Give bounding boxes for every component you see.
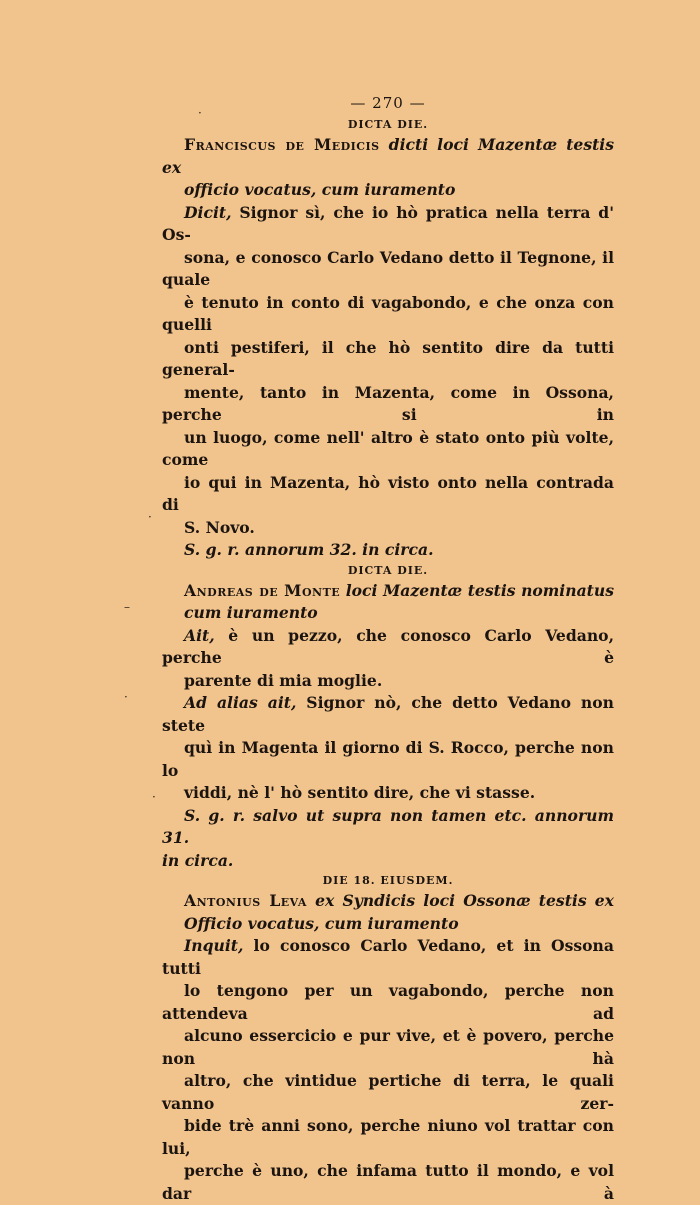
text-line: parente di mia moglie. bbox=[184, 670, 383, 690]
witness-entry bbox=[162, 134, 614, 202]
text-line: S. Novo. bbox=[184, 517, 255, 537]
text-line: quì in Magenta il giorno di S. Rocco, perche non lo bbox=[162, 738, 614, 780]
witness-description: cum iuramento bbox=[184, 603, 318, 622]
section-heading: DIE 18. EIUSDEM. bbox=[322, 874, 454, 887]
testimony-paragraph bbox=[162, 935, 614, 1205]
testimony-lead: Ad alias ait, bbox=[184, 693, 297, 712]
testimony-lead: Inquit, bbox=[184, 936, 244, 955]
page-number: — 270 — bbox=[350, 94, 426, 112]
book-page bbox=[162, 94, 614, 1205]
age-statement bbox=[162, 805, 614, 873]
text-line bbox=[162, 890, 614, 913]
text-line: altro, che vintidue pertiche di terra, le quali vanno zer- bbox=[162, 1071, 614, 1113]
age-statement bbox=[162, 539, 614, 562]
text-line: bide trè anni sono, perche niuno vol trattar con lui, bbox=[162, 1116, 614, 1158]
witness-name: Franciscus de Medicis bbox=[184, 135, 380, 154]
margin-speck: · bbox=[148, 510, 152, 524]
text-line: Ad alias ait, Signor nò, che detto Vedano non stete bbox=[162, 693, 614, 735]
witness-name: Antonius Leva bbox=[184, 891, 307, 910]
text-line: Inquit, lo conosco Carlo Vedano, et in Ossona tutti bbox=[162, 936, 614, 978]
text-line bbox=[162, 179, 614, 202]
text-line bbox=[162, 134, 614, 179]
witness-name: Andreas de Monte bbox=[184, 580, 341, 600]
testimony-lead: Dicit, bbox=[184, 202, 232, 222]
text-line: S. g. r. salvo ut supra non tamen etc. annorum 31. bbox=[162, 805, 614, 847]
witness-entry bbox=[162, 890, 614, 935]
text-line: onti pestiferi, il che hò sentito dire da tutti general- bbox=[162, 337, 614, 379]
text-line: sona, e conosco Carlo Vedano detto il Tegnone, il quale bbox=[162, 247, 614, 289]
section-heading: DICTA DIE. bbox=[347, 563, 429, 577]
text-line bbox=[162, 602, 614, 625]
text-line: un luogo, come nell' altro è stato onto più volte, come bbox=[162, 427, 614, 469]
text-line: Ait, è un pezzo, che conosco Carlo Vedano, perche è bbox=[162, 625, 614, 667]
testimony-lead: Ait, bbox=[184, 625, 215, 645]
testimony-paragraph bbox=[162, 692, 614, 805]
margin-speck: · bbox=[198, 106, 202, 120]
margin-speck: · bbox=[124, 690, 128, 704]
witness-description: Officio vocatus, cum iuramento bbox=[184, 913, 459, 933]
text-line: mente, tanto in Mazenta, come in Ossona, perche si in bbox=[162, 382, 614, 424]
text-line: in circa. bbox=[162, 850, 234, 870]
testimony-paragraph bbox=[162, 625, 614, 693]
text-line: alcuno essercicio e pur vive, et è povero, perche non hà bbox=[162, 1026, 614, 1068]
text-line bbox=[162, 913, 614, 936]
text-line: S. g. r. annorum 32. in circa. bbox=[184, 540, 434, 559]
witness-description: ex Syndicis loci Ossonæ testis ex bbox=[315, 891, 614, 910]
witness-description: officio vocatus, cum iuramento bbox=[184, 180, 456, 199]
text-line: Dicit, Signor sì, che io hò pratica nella terra d' Os- bbox=[162, 202, 614, 244]
page-content bbox=[162, 118, 614, 1205]
section-heading: DICTA DIE. bbox=[347, 118, 429, 131]
text-line: lo tengono per un vagabondo, perche non attendeva ad bbox=[162, 981, 614, 1023]
margin-speck: – bbox=[124, 600, 130, 614]
witness-entry bbox=[162, 580, 614, 625]
text-line bbox=[162, 580, 614, 603]
testimony-paragraph bbox=[162, 202, 614, 540]
witness-description: loci Mazentæ testis nominatus bbox=[345, 580, 614, 600]
margin-speck: · bbox=[152, 790, 156, 804]
text-line: viddi, nè l' hò sentito dire, che vi stasse. bbox=[184, 783, 536, 802]
text-line: perche è uno, che infama tutto il mondo, e vol dar à bbox=[162, 1161, 614, 1203]
text-line: io qui in Mazenta, hò visto onto nella contrada di bbox=[162, 472, 614, 514]
witness-description: dicti loci Mazentæ testis ex bbox=[162, 135, 614, 177]
text-line: è tenuto in conto di vagabondo, e che onza con quelli bbox=[162, 292, 614, 334]
